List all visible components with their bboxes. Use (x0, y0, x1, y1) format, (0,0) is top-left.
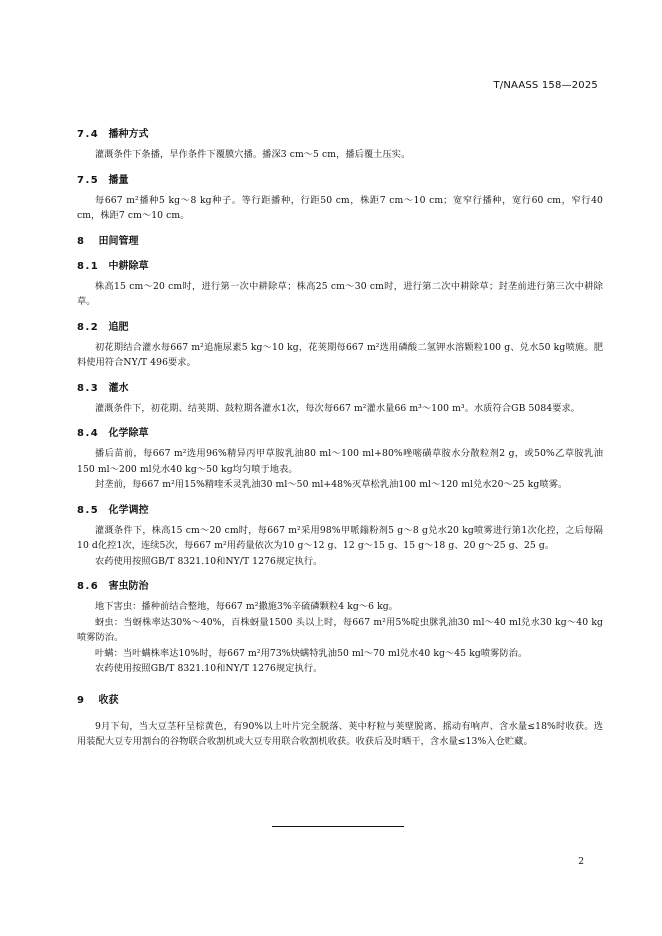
paragraph: 农药使用按照GB/T 8321.10和NY/T 1276规定执行。 (95, 555, 323, 567)
paragraph: 播后苗前，每667 m²选用96%精异丙甲草胺乳油80 ml～100 ml+80%唑嘧磺草胺水分散粒剂2 g，或50%乙草胺乳油150 ml～200 ml兑水40 kg～50 kg均匀喷于地表。 (77, 448, 603, 475)
paragraph: 农药使用按照GB/T 8321.10和NY/T 1276规定执行。 (95, 663, 323, 674)
section-title: 播种方式 (108, 129, 149, 140)
page-number: 2 (578, 857, 584, 867)
paragraph: 灌溉条件下，株高15 cm～20 cm时，每667 m²采用98%甲哌鎓粉剂5 g～8 g兑水20 kg喷雾进行第1次化控，之后每隔10 d化控1次，连续5次，每667 m²用药量依次为10 g～12 g、12 g～15 g、15 g～18 g、20 g～25 g、25 g。 (77, 524, 603, 551)
section-heading-8-3 (77, 382, 603, 396)
paragraph: 灌溉条件下，初花期、结荚期、鼓粒期各灌水1次，每次每667 m²灌水量66 m³～100 m³。水质符合GB 5084要求。 (95, 402, 581, 414)
paragraph: 株高15 cm～20 cm时，进行第一次中耕除草；株高25 cm～30 cm时，进行第二次中耕除草；封垄前进行第三次中耕除草。 (77, 280, 603, 307)
paragraph: 地下害虫：播种前结合整地，每667 m²撒施3%辛硫磷颗粒4 kg～6 kg。 (95, 601, 399, 612)
section-number: 7.5 (77, 174, 100, 186)
section-heading-8-4 (77, 427, 603, 441)
section-title: 追肥 (108, 321, 129, 333)
section-title: 化学调控 (108, 504, 149, 516)
section-heading-8 (77, 235, 603, 249)
section-number: 8.5 (77, 504, 100, 516)
section-title: 播量 (108, 174, 129, 186)
standard-code: T/NAASS 158—2025 (493, 80, 598, 91)
section-number: 8 (77, 235, 86, 247)
section-number: 8.4 (77, 428, 100, 439)
section-title: 灌水 (108, 382, 129, 394)
section-number: 8.1 (77, 260, 100, 272)
section-heading-7-4 (77, 128, 603, 142)
paragraph: 初花期结合灌水每667 m²追施尿素5 kg～10 kg，花荚期每667 m²选用磷酸二氢钾水溶颗粒100 g、兑水50 kg喷施。肥料使用符合NY/T 496要求。 (77, 341, 603, 368)
section-title: 中耕除草 (108, 260, 149, 272)
section-number: 8.6 (77, 581, 100, 592)
section-number: 8.3 (77, 382, 100, 394)
paragraph: 灌溉条件下条播，旱作条件下覆膜穴播。播深3 cm～5 cm，播后覆土压实。 (95, 149, 411, 160)
section-title: 收获 (98, 694, 119, 706)
section-title: 田间管理 (98, 235, 139, 247)
section-heading-7-5 (77, 174, 603, 188)
section-heading-8-5 (77, 504, 603, 518)
section-heading-8-1 (77, 260, 603, 274)
paragraph: 9月下旬，当大豆茎秆呈棕黄色，有90%以上叶片完全脱落、荚中籽粒与荚壁脱离、摇动有响声、含水量≤18%时收获。选用装配大豆专用割台的谷物联合收割机或大豆专用联合收割机收获。收获后及时晒干，含水量≤13%入仓贮藏。 (77, 720, 603, 747)
section-title: 化学除草 (108, 428, 149, 439)
paragraph: 叶螨：当叶螨株率达10%时，每667 m²用73%炔螨特乳油50 ml～70 ml兑水40 kg～45 kg喷雾防治。 (95, 647, 528, 659)
end-divider (272, 826, 404, 827)
section-number: 8.2 (77, 321, 100, 333)
section-heading-8-6 (77, 580, 603, 594)
section-number: 7.4 (77, 129, 100, 140)
paragraph: 蚜虫：当蚜株率达30%～40%，百株蚜量1500 头以上时，每667 m²用5%啶虫脒乳油30 ml～40 ml兑水30 kg～40 kg喷雾防治。 (77, 616, 603, 643)
section-title: 害虫防治 (108, 581, 149, 592)
section-number: 9 (77, 694, 86, 706)
section-heading-9 (77, 694, 603, 708)
section-heading-8-2 (77, 321, 603, 335)
paragraph: 封垄前，每667 m²用15%精喹禾灵乳油30 ml～50 ml+48%灭草松乳油100 ml～120 ml兑水20～25 kg喷雾。 (95, 479, 568, 490)
document-body (77, 128, 603, 750)
paragraph: 每667 m²播种5 kg～8 kg种子。等行距播种，行距50 cm，株距7 cm～10 cm；宽窄行播种，宽行60 cm，窄行40 cm，株距7 cm～10 cm。 (77, 194, 603, 221)
